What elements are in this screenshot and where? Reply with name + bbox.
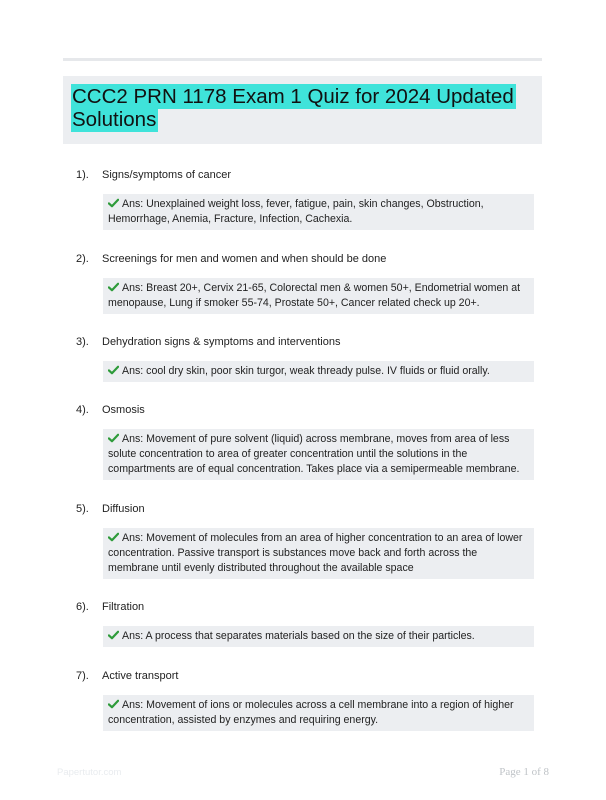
answer-text: Ans: Breast 20+, Cervix 21-65, Colorectal men & women 50+, Endometrial women at menopause, Lung if smoker 55-74, Prostate 50+, Cancer related check up 20+. [108,282,521,309]
question-number: 2). [76,253,89,265]
answer-box [103,194,534,230]
answer-text: Ans: Movement of pure solvent (liquid) across membrane, moves from area of less solute concentration to area of greater concentration until the solutions in the compartments are of equal concentration. Takes place via a semipermeable membrane. [108,433,520,475]
check-icon [108,365,119,375]
answer-box [103,278,534,314]
answer-text: Ans: Movement of molecules from an area of higher concentration to an area of lower concentration. Passive transport is substances move back and forth across the membrane until evenly distributed throughout the available space [108,532,523,574]
question-number: 4). [76,404,89,416]
question-text: Signs/symptoms of cancer [102,169,231,181]
question-number: 3). [76,336,89,348]
question-number: 6). [76,601,89,613]
check-icon [108,699,119,709]
question-number: 7). [76,670,89,682]
answer-box [103,361,534,382]
top-divider [63,58,542,61]
question-text: Dehydration signs & symptoms and interventions [102,336,341,348]
answer-box [103,626,534,647]
answer-text: Ans: A process that separates materials based on the size of their particles. [122,630,475,642]
check-icon [108,532,119,542]
answer-box [103,429,534,480]
check-icon [108,433,119,443]
question-text: Osmosis [102,404,145,416]
question-number: 5). [76,503,89,515]
question-text: Screenings for men and women and when should be done [102,253,387,265]
check-icon [108,198,119,208]
question-text: Diffusion [102,503,145,515]
answer-text: Ans: Movement of ions or molecules across a cell membrane into a region of higher concentration, assisted by enzymes and requiring energy. [108,699,514,726]
question-number: 1). [76,169,89,181]
question-text: Filtration [102,601,145,613]
title-banner [63,76,542,144]
answer-box [103,695,534,731]
check-icon [108,630,119,640]
page-number: Page 1 of 8 [499,766,549,778]
footer-watermark: Papertutor.com [57,767,122,778]
answer-text: Ans: Unexplained weight loss, fever, fatigue, pain, skin changes, Obstruction, Hemorrhage, Anemia, Fracture, Infection, Cachexia. [108,198,484,225]
check-icon [108,282,119,292]
document-title: CCC2 PRN 1178 Exam 1 Quiz for 2024 Updated Solutions [72,85,514,131]
answer-text: Ans: cool dry skin, poor skin turgor, weak thready pulse. IV fluids or fluid orally. [122,365,490,377]
question-text: Active transport [102,670,179,682]
answer-box [103,528,534,579]
